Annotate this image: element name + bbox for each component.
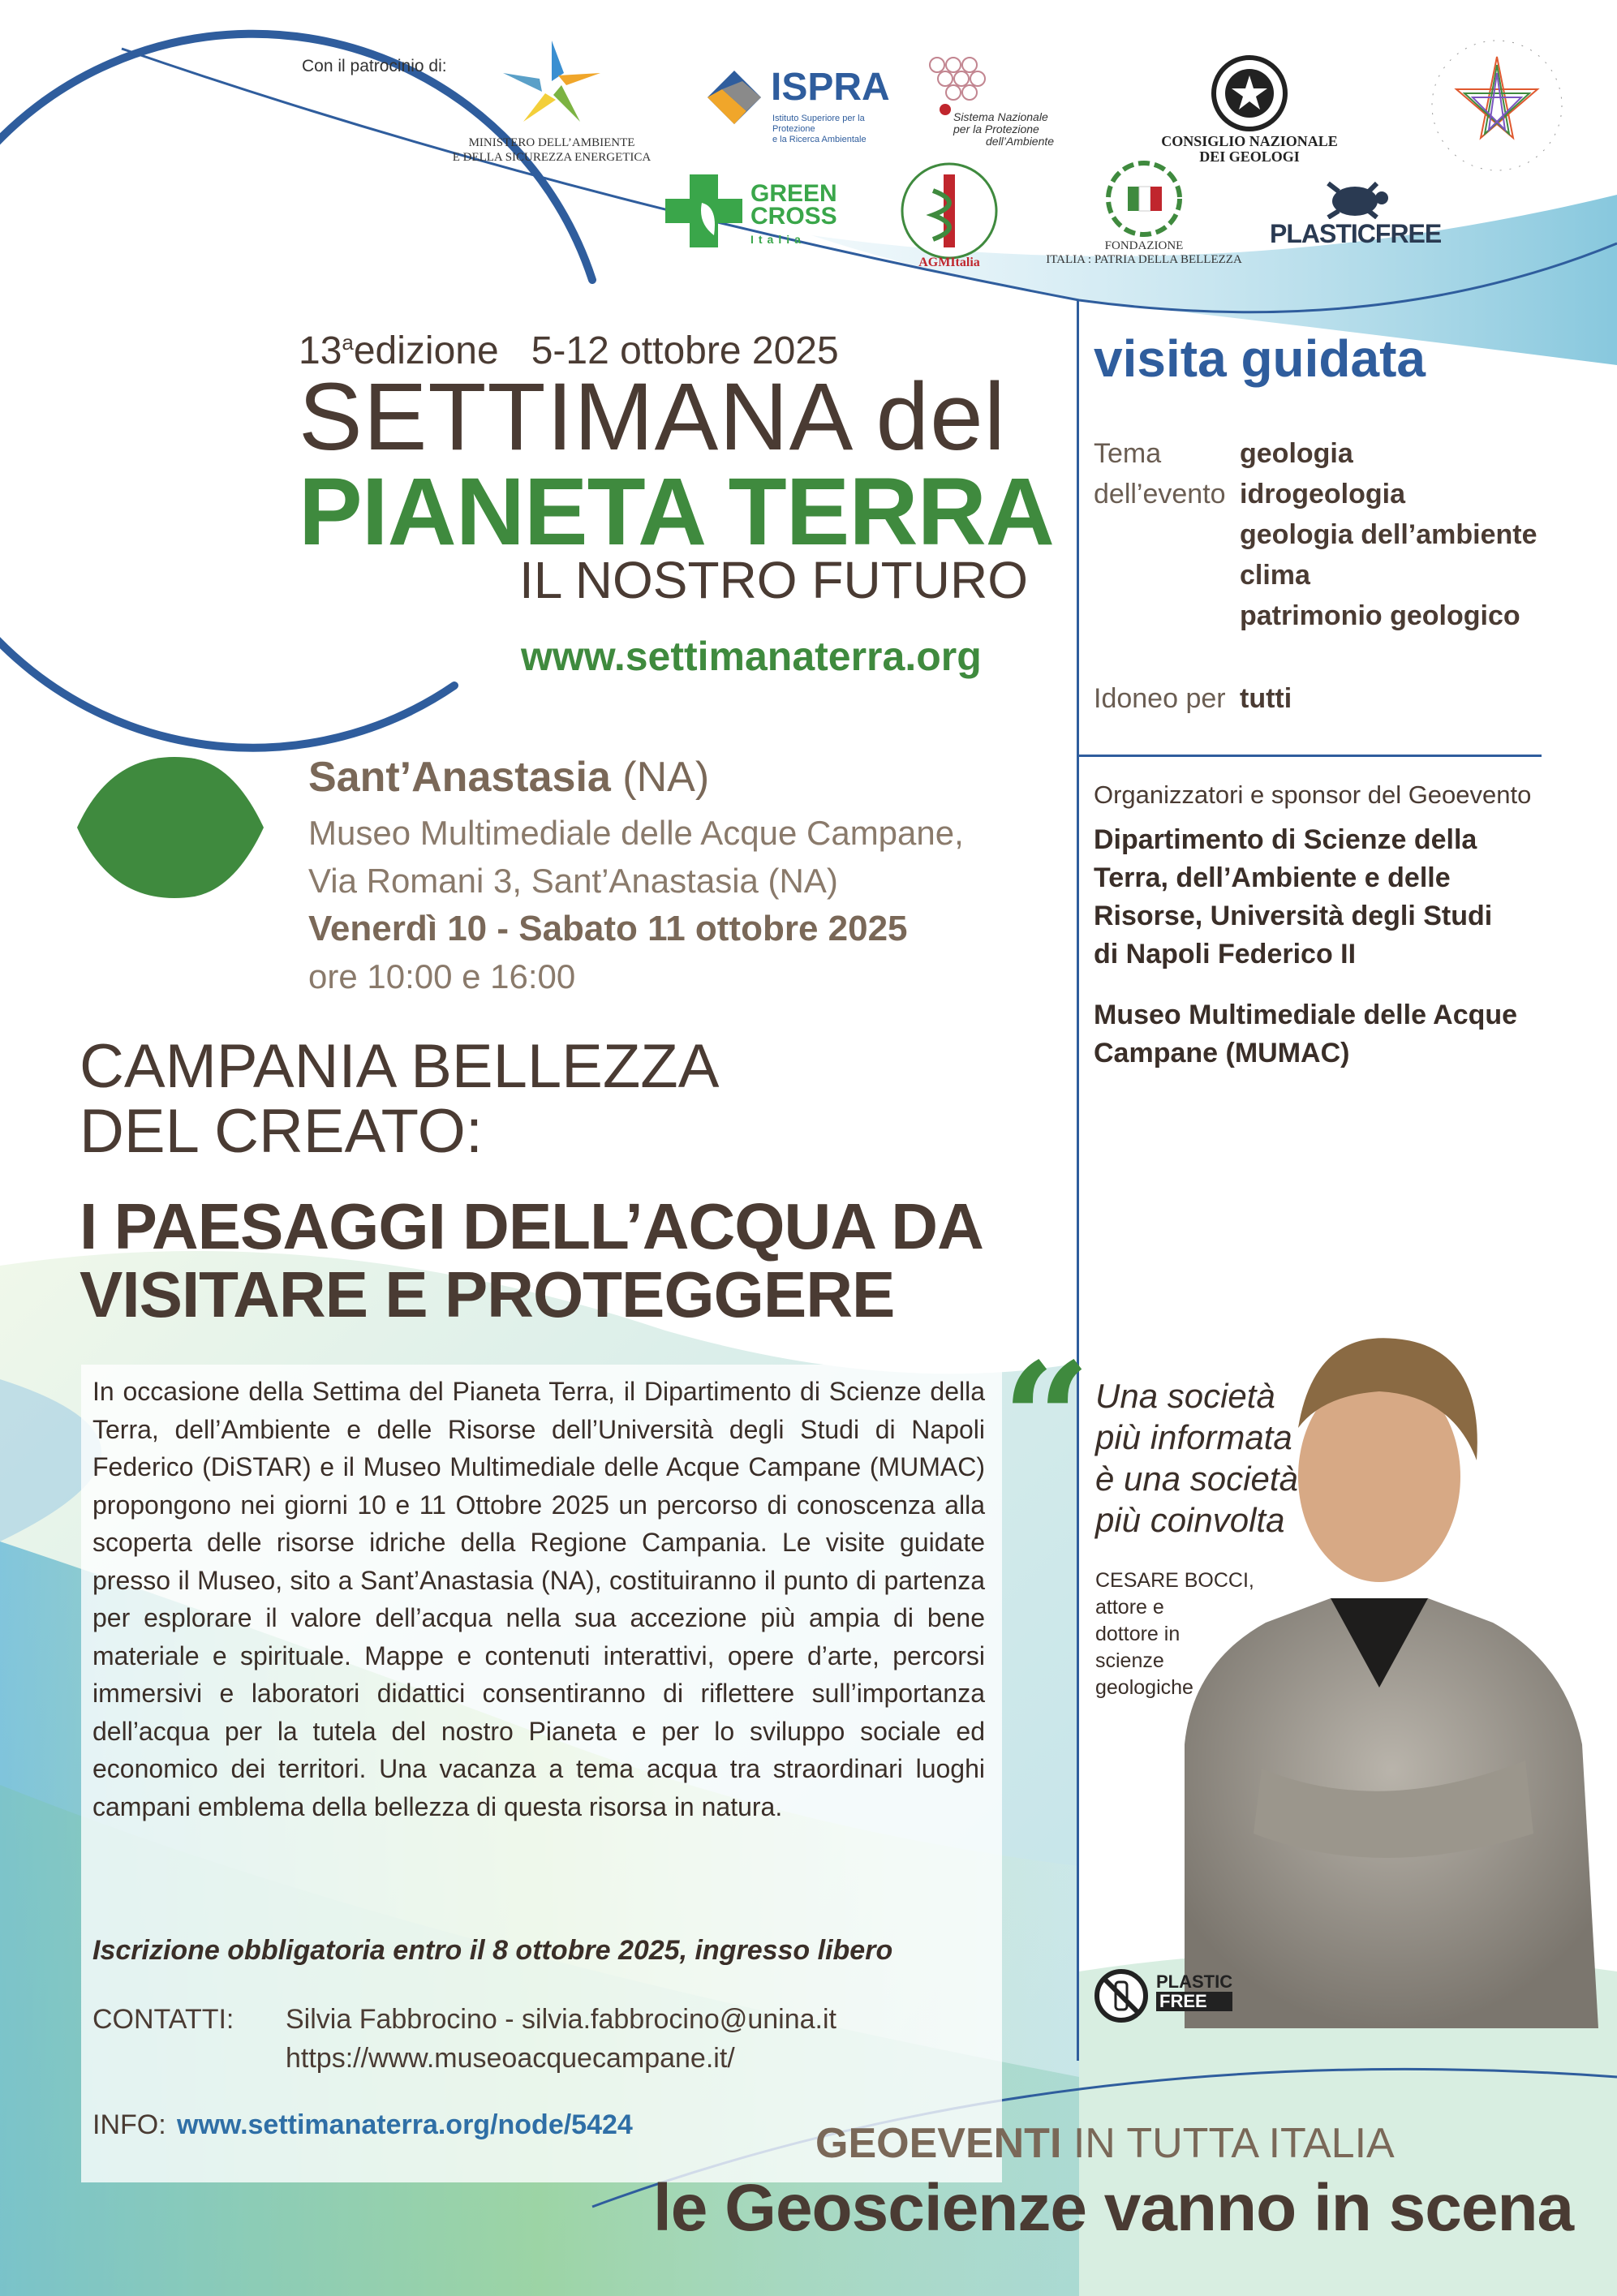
- ispra-caption-1: Istituto Superiore per la Protezione: [772, 114, 865, 134]
- patronage-label: Con il patrocinio di:: [302, 57, 447, 75]
- author-line: scienze: [1095, 1649, 1164, 1672]
- geoevent-title-bold: [80, 1190, 983, 1331]
- author-line: geologiche: [1095, 1676, 1193, 1699]
- quote-mark-icon: “: [1002, 1329, 1091, 1510]
- quote-line: Una società: [1095, 1377, 1275, 1415]
- badge-line-1: PLASTIC: [1156, 1971, 1233, 1992]
- plasticfree-logo: [1270, 178, 1442, 252]
- fondazione-caption-2: ITALIA : PATRIA DELLA BELLEZZA: [1046, 253, 1242, 266]
- location-city-name: Sant’Anastasia: [308, 754, 611, 801]
- green-cross-icon: [661, 170, 746, 252]
- edition-word: edizione: [353, 329, 499, 372]
- greencross-name-2: CROSS: [750, 203, 837, 230]
- greencross-name-1: GREEN: [750, 180, 837, 207]
- organizer-line: Risorse, Università degli Studi: [1094, 901, 1493, 931]
- badge-line-2: FREE: [1156, 1992, 1232, 2011]
- sidebar-rule: [1077, 755, 1542, 757]
- location-times: ore 10:00 e 16:00: [308, 957, 576, 995]
- title-pianeta-terra: PIANETA TERRA: [299, 458, 1054, 565]
- theme-item: idrogeologia: [1240, 479, 1405, 510]
- quote-author: [1095, 1567, 1254, 1701]
- cng-logo: [1144, 53, 1355, 166]
- cng-caption-1: CONSIGLIO NAZIONALE: [1161, 133, 1338, 149]
- author-line: CESARE BOCCI,: [1095, 1569, 1254, 1592]
- mase-caption-1: MINISTERO DELL’AMBIENTE: [468, 136, 635, 149]
- star-pinwheel-icon: [495, 37, 609, 126]
- theme-item: clima: [1240, 560, 1310, 591]
- suitable-value: tutti: [1240, 683, 1292, 714]
- website-link[interactable]: www.settimanaterra.org: [521, 634, 982, 679]
- mase-caption-2: E DELLA SICUREZZA ENERGETICA: [452, 151, 652, 164]
- snpa-caption-1: Sistema Nazionale: [953, 110, 1048, 123]
- organizer-distar: [1094, 821, 1548, 974]
- geoevent-title-light: [80, 1034, 719, 1164]
- geoevent-title-line-1: CAMPANIA BELLEZZA: [80, 1032, 720, 1101]
- info-label: INFO:: [92, 2109, 166, 2140]
- fondazione-caption-1: FONDAZIONE: [1104, 239, 1184, 252]
- snpa-caption-2: per la Protezione: [953, 123, 1039, 135]
- greencross-logo: [661, 170, 848, 252]
- location-address: Via Romani 3, Sant’Anastasia (NA): [308, 862, 838, 900]
- organizer-line: Campane (MUMAC): [1094, 1038, 1350, 1068]
- snpa-logo: [925, 53, 1079, 150]
- ispra-caption-2: e la Ricerca Ambientale: [772, 135, 867, 144]
- agmi-caption: AGMItalia: [918, 256, 980, 269]
- geoevent-title-line-2: DEL CREATO:: [80, 1097, 483, 1166]
- theme-item: geologia: [1240, 438, 1353, 469]
- location-city: [308, 753, 709, 802]
- theme-label-2: dell’evento: [1094, 479, 1226, 510]
- theme-item: patrimonio geologico: [1240, 600, 1520, 631]
- caduceus-icon: [897, 158, 1002, 272]
- author-line: dottore in: [1095, 1623, 1180, 1645]
- plasticfree-name: PLASTICFREE: [1270, 219, 1442, 248]
- ispra-name: ISPRA: [771, 66, 890, 109]
- organizer-line: Terra, dell’Ambiente e delle: [1094, 862, 1451, 893]
- edition-superscript: a: [342, 330, 354, 355]
- title-settimana: SETTIMANA del: [299, 363, 1007, 471]
- geoevent-title-line-3: I PAESAGGI DELL’ACQUA DA: [80, 1190, 983, 1262]
- organizer-line: di Napoli Federico II: [1094, 939, 1357, 970]
- theme-item: geologia dell’ambiente: [1240, 519, 1537, 550]
- footer-geoeventi: GEOEVENTI: [815, 2120, 1062, 2167]
- suitable-label: Idoneo per: [1094, 683, 1226, 714]
- organizer-line: Museo Multimediale delle Acque: [1094, 1000, 1518, 1030]
- contact-email[interactable]: Silvia Fabbrocino - silvia.fabbrocino@unina.it: [286, 2004, 836, 2035]
- italy-flag-ring-icon: [1103, 158, 1185, 239]
- agmi-logo: [897, 158, 1002, 272]
- footer-tagline: [815, 2119, 1395, 2168]
- hexagon-molecule-icon: [925, 53, 1014, 118]
- bellezza-costituzione-logo: [1424, 32, 1570, 178]
- registration-note: Iscrizione obbligatoria entro il 8 ottobre 2025, ingresso libero: [92, 1935, 893, 1966]
- quote-line: è una società: [1095, 1460, 1298, 1498]
- author-line: attore e: [1095, 1596, 1164, 1619]
- organizer-line: Dipartimento di Scienze della: [1094, 824, 1477, 855]
- location-dates: Venerdì 10 - Sabato 11 ottobre 2025: [308, 909, 908, 948]
- snpa-caption-3: dell’Ambiente: [986, 135, 1055, 148]
- ispra-diamond-icon: [706, 69, 763, 126]
- location-venue: Museo Multimediale delle Acque Campane,: [308, 814, 964, 852]
- footer-headline: le Geoscienze vanno in scena: [653, 2171, 1574, 2245]
- sidebar-divider: [1077, 300, 1079, 2061]
- geoevent-title-line-4: VISITARE E PROTEGGERE: [80, 1258, 895, 1331]
- description-text: In occasione della Settima del Pianeta Terra, il Dipartimento di Scienze della Terra, dell’Ambiente e delle Risorse dell’Università degli Studi di Napoli Federico (DiSTAR) e il Museo Multimediale delle Acque Campane (MUMAC) propongono nei giorni 10 e 11 Ottobre 2025 un percorso di conoscenza alla scoperta delle risorse idriche della Regione Campania. Le visite guidate presso il Museo, sito a Sant’Anastasia (NA), costituiranno il punto di partenza per esplorare il valore dell’acqua nella sua accezione più ampia di bene materiale e spirituale. Mappe e contenuti interattivi, opere d’arte, percorsi immersivi e laboratori didattici consentiranno di riflettere sull’importanza dell’acqua per la tutela del nostro Pianeta e per lo sviluppo sociale ed economico dei territori. Una vacanza a tema acqua tra straordinari luoghi campani emblema della bellezza di questa risorsa in natura.: [92, 1377, 985, 1821]
- turtle-icon: [1318, 178, 1391, 219]
- testimonial-quote: [1095, 1375, 1298, 1541]
- italian-emblem-icon: [1209, 53, 1290, 134]
- info-link[interactable]: www.settimanaterra.org/node/5424: [177, 2109, 633, 2140]
- ispra-logo: [706, 65, 901, 146]
- organizer-mumac: [1094, 996, 1548, 1073]
- quote-line: più coinvolta: [1095, 1501, 1285, 1539]
- location-province: (NA): [622, 754, 710, 801]
- mase-logo: [430, 37, 673, 166]
- fondazione-italia-logo: [1030, 158, 1258, 272]
- no-plastic-bottle-icon: [1093, 1967, 1150, 2024]
- cng-caption-2: DEI GEOLOGI: [1199, 148, 1300, 165]
- star-ribbon-icon: [1424, 32, 1570, 178]
- theme-label-1: Tema: [1094, 438, 1162, 469]
- edition-number: 13: [299, 329, 342, 372]
- contact-website[interactable]: https://www.museoacquecampane.it/: [286, 2043, 735, 2074]
- contacts-label: CONTATTI:: [92, 2004, 234, 2035]
- event-dates: 5-12 ottobre 2025: [531, 329, 839, 372]
- footer-italia: IN TUTTA ITALIA: [1061, 2120, 1395, 2167]
- quote-line: più informata: [1095, 1418, 1292, 1456]
- greencross-name-3: Italia: [750, 233, 806, 246]
- title-nostro-futuro: IL NOSTRO FUTURO: [519, 551, 1028, 609]
- event-type: visita guidata: [1094, 329, 1426, 388]
- organizers-label: Organizzatori e sponsor del Geoevento: [1094, 780, 1532, 809]
- plastic-free-badge: [1093, 1967, 1255, 2024]
